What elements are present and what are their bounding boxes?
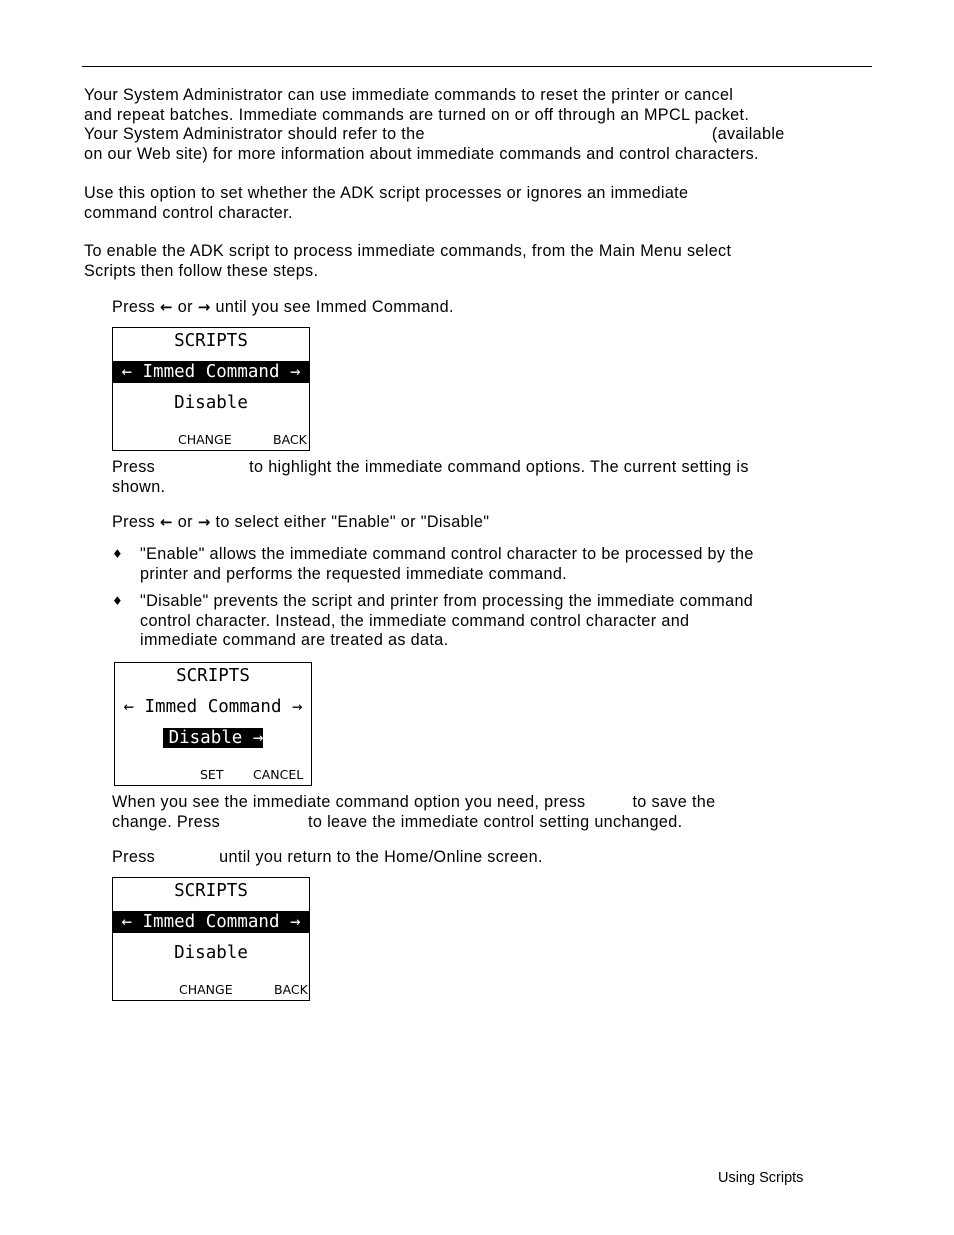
intro-paragraph bbox=[84, 86, 884, 164]
lcd-menu-item-highlighted: ← Immed Command → bbox=[113, 361, 309, 383]
set-softkey[interactable]: SET bbox=[200, 767, 224, 782]
intro-line-3a: Your System Administrator should refer to the bbox=[84, 125, 425, 143]
lcd-value: Disable bbox=[174, 943, 248, 963]
option-line-1: Use this option to set whether the ADK script processes or ignores an immediate bbox=[84, 184, 689, 202]
step-5: Press until you return to the Home/Online screen. bbox=[112, 848, 543, 866]
lcd-screen-1 bbox=[112, 327, 310, 451]
step-4: When you see the immediate command option you need, press to save the change. Press to leave the immediate control setting unchanged. bbox=[112, 793, 716, 831]
diamond-bullet-icon: ♦ bbox=[112, 547, 124, 561]
diamond-bullet-icon: ♦ bbox=[112, 594, 124, 608]
lcd-menu-item-highlighted: ← Immed Command → bbox=[113, 911, 309, 933]
intro-line-3b: (available bbox=[711, 125, 785, 143]
step-3: Press ← or → to select either "Enable" or "Disable" bbox=[112, 513, 490, 531]
intro-line-3 bbox=[84, 125, 884, 145]
right-arrow-icon: → bbox=[197, 513, 211, 531]
enable-paragraph bbox=[84, 242, 884, 281]
change-softkey[interactable]: CHANGE bbox=[178, 432, 232, 447]
header-rule bbox=[82, 66, 872, 67]
back-softkey[interactable]: BACK bbox=[274, 982, 308, 997]
change-softkey[interactable]: CHANGE bbox=[179, 982, 233, 997]
lcd-title: SCRIPTS bbox=[176, 666, 250, 686]
lcd-menu-item: ← Immed Command → bbox=[123, 697, 303, 717]
right-arrow-icon: → bbox=[197, 298, 211, 316]
lcd-screen-2 bbox=[114, 662, 312, 786]
lcd-title: SCRIPTS bbox=[174, 331, 248, 351]
lcd-value-highlighted: Disable → bbox=[115, 727, 311, 749]
cancel-softkey[interactable]: CANCEL bbox=[253, 767, 304, 782]
lcd-title: SCRIPTS bbox=[174, 881, 248, 901]
step-2: Press to highlight the immediate command options. The current setting is shown. bbox=[112, 458, 749, 496]
option-line-2: command control character. bbox=[84, 203, 293, 222]
enable-line-2: Scripts then follow these steps. bbox=[84, 261, 319, 280]
page-footer: Using Scripts bbox=[718, 1170, 804, 1186]
back-softkey[interactable]: BACK bbox=[273, 432, 307, 447]
intro-line-4: on our Web site) for more information about immediate commands and control characters. bbox=[84, 144, 759, 163]
step-1: Press ← or → until you see Immed Command. bbox=[112, 298, 454, 316]
lcd-screen-3 bbox=[112, 877, 310, 1001]
bullet-enable: ♦ "Enable" allows the immediate command control character to be processed by the printer and performs the requested immediate command. bbox=[112, 545, 754, 583]
intro-line-1: Your System Administrator can use immediate commands to reset the printer or cancel bbox=[84, 86, 734, 104]
option-paragraph bbox=[84, 184, 884, 223]
left-arrow-icon: ← bbox=[160, 513, 173, 531]
enable-line-1: To enable the ADK script to process immediate commands, from the Main Menu select bbox=[84, 242, 732, 260]
left-arrow-icon: ← bbox=[160, 298, 173, 316]
bullet-disable: ♦ "Disable" prevents the script and printer from processing the immediate command control character. Instead, the immediate command control character and immediate command are treated as data. bbox=[112, 592, 754, 649]
lcd-value: Disable bbox=[174, 393, 248, 413]
intro-line-2: and repeat batches. Immediate commands are turned on or off through an MPCL packet. bbox=[84, 105, 750, 124]
